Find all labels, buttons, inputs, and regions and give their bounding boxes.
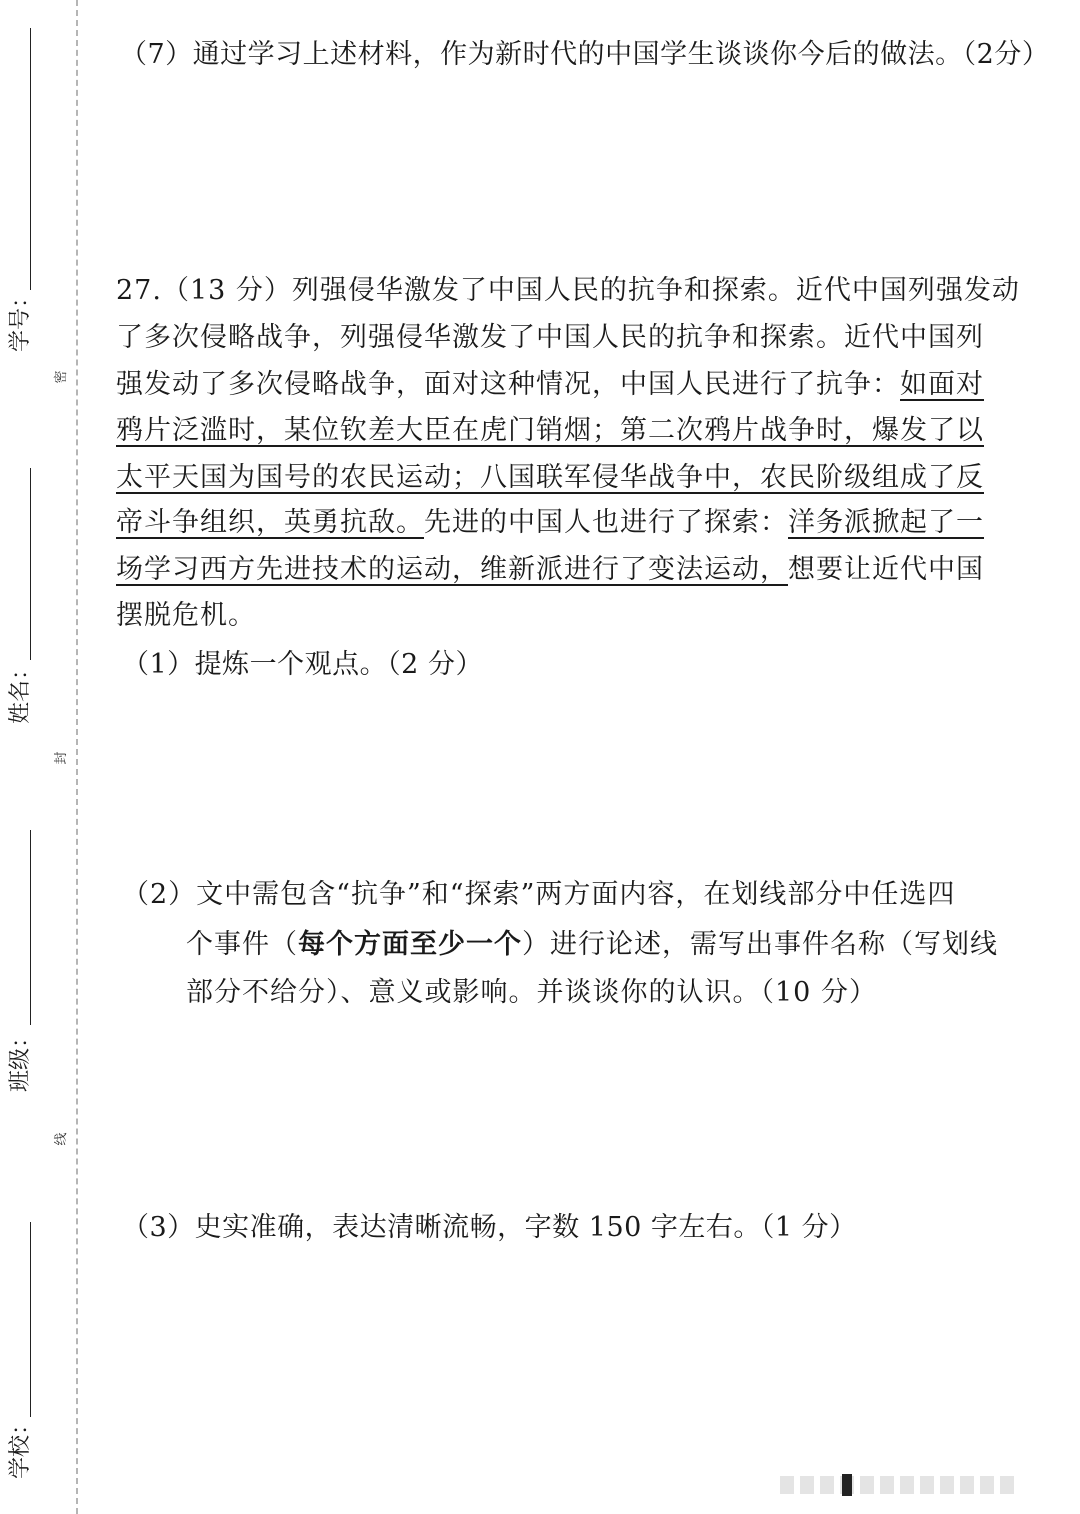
passage-line: [116, 362, 984, 401]
school-label: 学校：: [8, 1412, 33, 1479]
underlined-segment: 太平天国为国号的农民运动；八国联军侵华战争中，农民阶级组成了反: [116, 462, 984, 493]
underlined-segment: 帝斗争组织，英勇抗敌。: [116, 507, 424, 538]
class-label: 班级：: [8, 1025, 33, 1092]
student-id-label: 学号：: [8, 285, 33, 352]
text-segment: 先进的中国人也进行了探索：: [424, 507, 788, 538]
sub2-post: ）进行论述，需写出事件名称（写划线: [522, 929, 998, 960]
seal-mark-xian: 线: [50, 1127, 74, 1151]
name-label: 姓名：: [8, 657, 33, 724]
name-blank: [30, 468, 31, 660]
text-segment: 27.（13 分）列强侵华激发了中国人民的抗争和探索。近代中国列强发动: [116, 275, 1020, 306]
binding-margin: [0, 0, 90, 1514]
seal-dashed-line: [76, 0, 78, 1514]
question-27-sub2-line1: （2）文中需包含“抗争”和“探索”两方面内容，在划线部分中任选四: [122, 879, 956, 910]
question-27-sub1: （1）提炼一个观点。（2 分）: [122, 649, 483, 680]
scan-artifact-icon: [780, 1470, 1040, 1500]
passage-line: [116, 408, 984, 447]
class-blank: [30, 830, 31, 1025]
student-id-blank: [30, 28, 31, 290]
question-27-sub2-line3: 部分不给分）、意义或影响。并谈谈你的认识。（10 分）: [186, 977, 877, 1008]
question-7: （7）通过学习上述材料，作为新时代的中国学生谈谈你今后的做法。（2分）: [120, 39, 1050, 70]
text-segment: 了多次侵略战争，列强侵华激发了中国人民的抗争和探索。近代中国列: [116, 322, 984, 353]
passage-line: [116, 315, 984, 354]
text-segment: 摆脱危机。: [116, 600, 256, 631]
question-27-sub3: （3）史实准确，表达清晰流畅，字数 150 字左右。（1 分）: [122, 1212, 857, 1243]
underlined-segment: 场学习西方先进技术的运动，维新派进行了变法运动，: [116, 554, 788, 585]
school-blank: [30, 1222, 31, 1417]
text-segment: 强发动了多次侵略战争，面对这种情况，中国人民进行了抗争：: [116, 369, 900, 400]
passage-line: [116, 268, 1020, 307]
underlined-segment: 洋务派掀起了一: [788, 507, 984, 538]
underlined-segment: 鸦片泛滥时，某位钦差大臣在虎门销烟；第二次鸦片战争时，爆发了以: [116, 415, 984, 446]
sub2-pre: 个事件（: [186, 929, 298, 960]
sub2-emphasis: 每个方面至少一个: [298, 929, 522, 960]
passage-line: [116, 455, 984, 494]
question-27-sub2-line2: [186, 922, 998, 961]
passage-line: [116, 500, 984, 539]
seal-mark-mi: 密: [50, 365, 74, 389]
passage-line: [116, 547, 984, 586]
passage-line: [116, 593, 256, 632]
underlined-segment: 如面对: [900, 369, 984, 400]
text-segment: 想要让近代中国: [788, 554, 984, 585]
seal-mark-feng: 封: [50, 746, 74, 770]
